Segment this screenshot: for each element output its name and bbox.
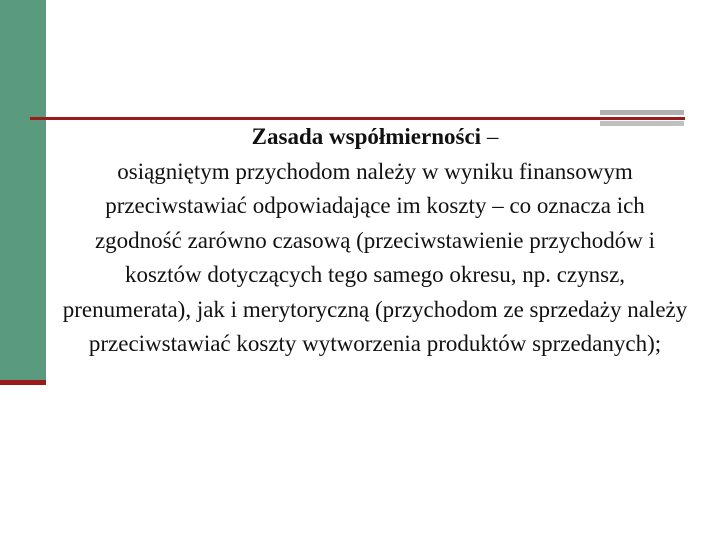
side-accent-bar-base xyxy=(0,380,46,385)
slide-body-text xyxy=(62,120,688,362)
term-heading: Zasada współmierności xyxy=(251,124,482,149)
definition-text: osiągniętym przychodom należy w wyniku finansowym przeciwstawiać odpowiadające im koszty – co oznacza ich zgodność zarówno czasową (przeciwstawienie przychodów i kosztów dotyczących tego samego okresu, np. czynsz, prenumerata), jak i merytoryczną (przychodom ze sprzedaży należy przeciwstawiać koszty wytworzenia produktów sprzedanych); xyxy=(62,158,688,356)
term-dash: – xyxy=(481,124,499,149)
side-accent-bar xyxy=(0,0,46,380)
term-line xyxy=(62,120,688,155)
title-rule-grey-top xyxy=(600,110,684,115)
